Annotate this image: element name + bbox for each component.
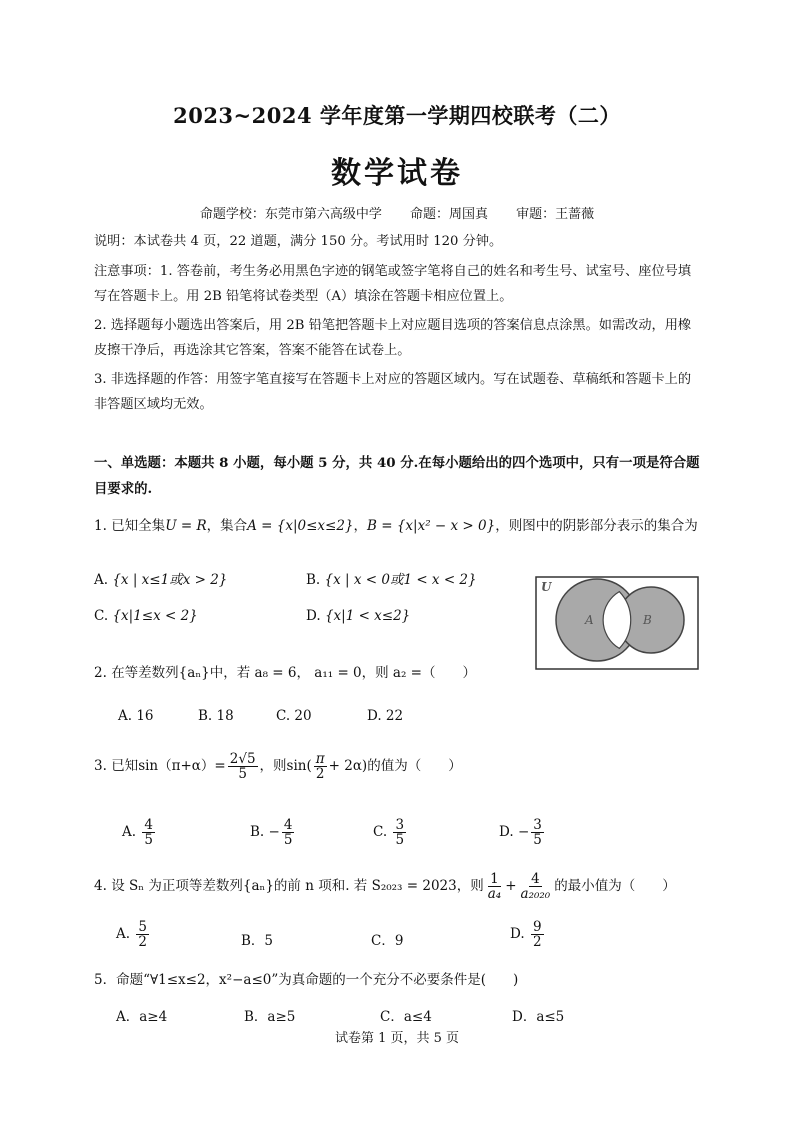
fraction-numerator: π — [315, 751, 325, 767]
option-label: C. — [373, 824, 388, 841]
fraction-denominator: 5 — [533, 832, 542, 849]
q1-option-b[interactable] — [306, 568, 477, 588]
question-2 — [94, 661, 476, 681]
option-fraction — [393, 818, 406, 847]
question-number: 4. — [94, 878, 107, 895]
option-text: {x | x≤1或x > 2} — [112, 572, 228, 588]
question-5 — [94, 968, 518, 988]
q1-text-2: ，集合 — [206, 518, 248, 534]
fraction-numerator: 1 — [490, 871, 499, 887]
question-number: 3. — [94, 758, 107, 775]
option-label: A. — [122, 824, 137, 841]
q2-option-a[interactable]: A. 16 — [118, 708, 154, 724]
option-text: {x|1≤x < 2} — [112, 608, 198, 624]
fraction-numerator: 4 — [283, 817, 293, 833]
q4-option-c[interactable]: C．9 — [371, 933, 404, 949]
q1-option-c[interactable] — [94, 608, 198, 624]
fraction-denominator: 2 — [532, 934, 542, 951]
option-fraction — [282, 818, 295, 847]
fraction-denominator: 5 — [144, 832, 153, 849]
option-sign: − — [517, 824, 530, 841]
q4-text-1: 设 Sₙ 为正项等差数列{aₙ}的前 n 项和. 若 S₂₀₂₃ = 2023，则 — [111, 878, 484, 895]
fraction-numerator: 5 — [138, 919, 147, 935]
option-label: B. — [306, 572, 321, 588]
q5-option-a[interactable]: A．a≥4 — [116, 1009, 168, 1025]
q3-option-a[interactable] — [122, 818, 157, 847]
option-label: D. — [499, 824, 514, 841]
option-fraction — [531, 920, 544, 949]
q5-option-d[interactable]: D．a≤5 — [512, 1009, 565, 1025]
q2-option-d[interactable]: D. 22 — [367, 708, 404, 724]
option-label: D. — [510, 926, 525, 943]
q5-option-b[interactable]: B．a≥5 — [244, 1009, 296, 1025]
exam-note: 说明：本试卷共 4 页，22 道题，满分 150 分。考试用时 120 分钟。 — [94, 234, 503, 249]
q1-text-4: ，则图中的阴影部分表示的集合为 — [495, 518, 698, 534]
option-label: D. — [306, 608, 321, 624]
option-fraction — [136, 920, 149, 949]
q3-option-d[interactable] — [499, 818, 546, 847]
q4-option-a[interactable] — [116, 920, 151, 949]
q2-option-c[interactable]: C. 20 — [276, 708, 312, 724]
option-fraction — [142, 818, 155, 847]
option-text: {x|1 < x≤2} — [324, 608, 411, 624]
author-credit: 命题：周国真 — [409, 207, 488, 222]
question-number: 2. — [94, 665, 107, 681]
reviewer-credit: 审题：王蔷薇 — [516, 207, 595, 222]
section-heading: 一、单选题：本题共 8 小题，每小题 5 分，共 40 分.在每小题给出的四个选项中，只有一项是符合题目要求的. — [94, 455, 700, 497]
fraction-denominator: 2 — [315, 766, 325, 783]
school-credit: 命题学校：东莞市第六高级中学 — [199, 207, 382, 222]
fraction-denominator: 2 — [138, 934, 147, 951]
page-footer: 试卷第 1 页，共 5 页 — [334, 1031, 460, 1046]
question-text: 在等差数列{aₙ}中，若 a₈ = 6， a₁₁ = 0，则 a₂ =（ ） — [111, 665, 476, 681]
q4-plus: + — [505, 878, 517, 895]
q4-fraction-2 — [519, 872, 553, 901]
venn-label-b: B — [643, 613, 652, 627]
q2-option-b[interactable]: B. 18 — [198, 708, 234, 724]
option-text: {x | x < 0或1 < x < 2} — [324, 572, 477, 588]
q4-text-2: 的最小值为（ ） — [554, 878, 676, 895]
instruction-item-1: 注意事项：1. 答卷前，考生务必用黑色字迹的钢笔或签字笔将自己的姓名和考生号、试室号、座位号填写在答题卡上。用 2B 铅笔将试卷类型（A）填涂在答题卡相应位置上。 — [94, 264, 692, 304]
q1-set-b: B = {x|x² − x > 0} — [367, 518, 496, 534]
fraction-denominator: 5 — [238, 766, 247, 783]
fraction-numerator: 9 — [532, 919, 542, 935]
fraction-denominator: a₂₀₂₀ — [520, 886, 551, 903]
exam-subtitle: 数学试卷 — [331, 156, 463, 191]
option-label: A. — [94, 572, 109, 588]
question-number: 5． — [94, 972, 117, 988]
fraction-denominator: 5 — [395, 832, 405, 849]
question-3 — [94, 752, 462, 781]
q1-text-1: 已知全集 — [111, 518, 166, 534]
option-fraction — [531, 818, 544, 847]
q4-fraction-1 — [486, 872, 503, 901]
fraction-numerator: 3 — [395, 817, 405, 833]
venn-label-u: U — [541, 580, 552, 594]
q5-option-c[interactable]: C．a≤4 — [380, 1009, 432, 1025]
q3-text-2: ，则 — [259, 758, 287, 775]
q4-option-d[interactable] — [510, 920, 546, 949]
option-label: C. — [94, 608, 109, 624]
question-number: 1. — [94, 518, 107, 534]
question-1 — [94, 514, 698, 534]
venn-diagram — [535, 576, 699, 670]
fraction-numerator: 4 — [144, 817, 153, 833]
question-text: 命题“∀1≤x≤2，x²−a≤0”为真命题的一个充分不必要条件是( ) — [116, 972, 519, 988]
q1-universal-set: U = R — [165, 518, 207, 534]
question-4 — [94, 872, 676, 901]
option-label: B. — [250, 824, 265, 841]
q3-text-1: 已知 — [111, 758, 139, 775]
fraction-numerator: 3 — [533, 817, 542, 833]
option-sign: − — [268, 824, 280, 841]
q3-pi-fraction — [314, 752, 327, 781]
fraction-numerator: 4 — [531, 871, 540, 887]
q3-sin-expression: sin（π+α）= — [138, 758, 226, 775]
q3-text-3: + 2α)的值为（ ） — [328, 758, 462, 775]
q1-text-3: ， — [353, 518, 368, 534]
q1-set-a: A = {x|0≤x≤2} — [247, 518, 354, 534]
q3-option-b[interactable] — [250, 818, 296, 847]
exam-title: 2023~2024 学年度第一学期四校联考（二） — [173, 103, 621, 128]
q3-sin-open: sin( — [286, 758, 312, 775]
option-label: A. — [116, 926, 131, 943]
instruction-item-2: 2. 选择题每小题选出答案后，用 2B 铅笔把答题卡上对应题目选项的答案信息点涂黑。如需改动，用橡皮擦干净后，再选涂其它答案，答案不能答在试卷上。 — [94, 318, 692, 358]
q3-fraction — [228, 752, 258, 781]
q4-option-b[interactable]: B．5 — [241, 933, 274, 949]
fraction-numerator: 2√5 — [229, 751, 256, 767]
fraction-denominator: a₄ — [487, 886, 502, 903]
q3-option-c[interactable] — [373, 818, 408, 847]
exam-credits — [0, 203, 794, 222]
venn-label-a: A — [585, 613, 594, 627]
q1-option-d[interactable] — [306, 608, 410, 624]
instruction-item-3: 3. 非选择题的作答：用签字笔直接写在答题卡上对应的答题区域内。写在试题卷、草稿纸和答题卡上的非答题区域均无效。 — [94, 372, 692, 412]
q1-option-a[interactable] — [94, 568, 227, 588]
fraction-denominator: 5 — [283, 832, 293, 849]
